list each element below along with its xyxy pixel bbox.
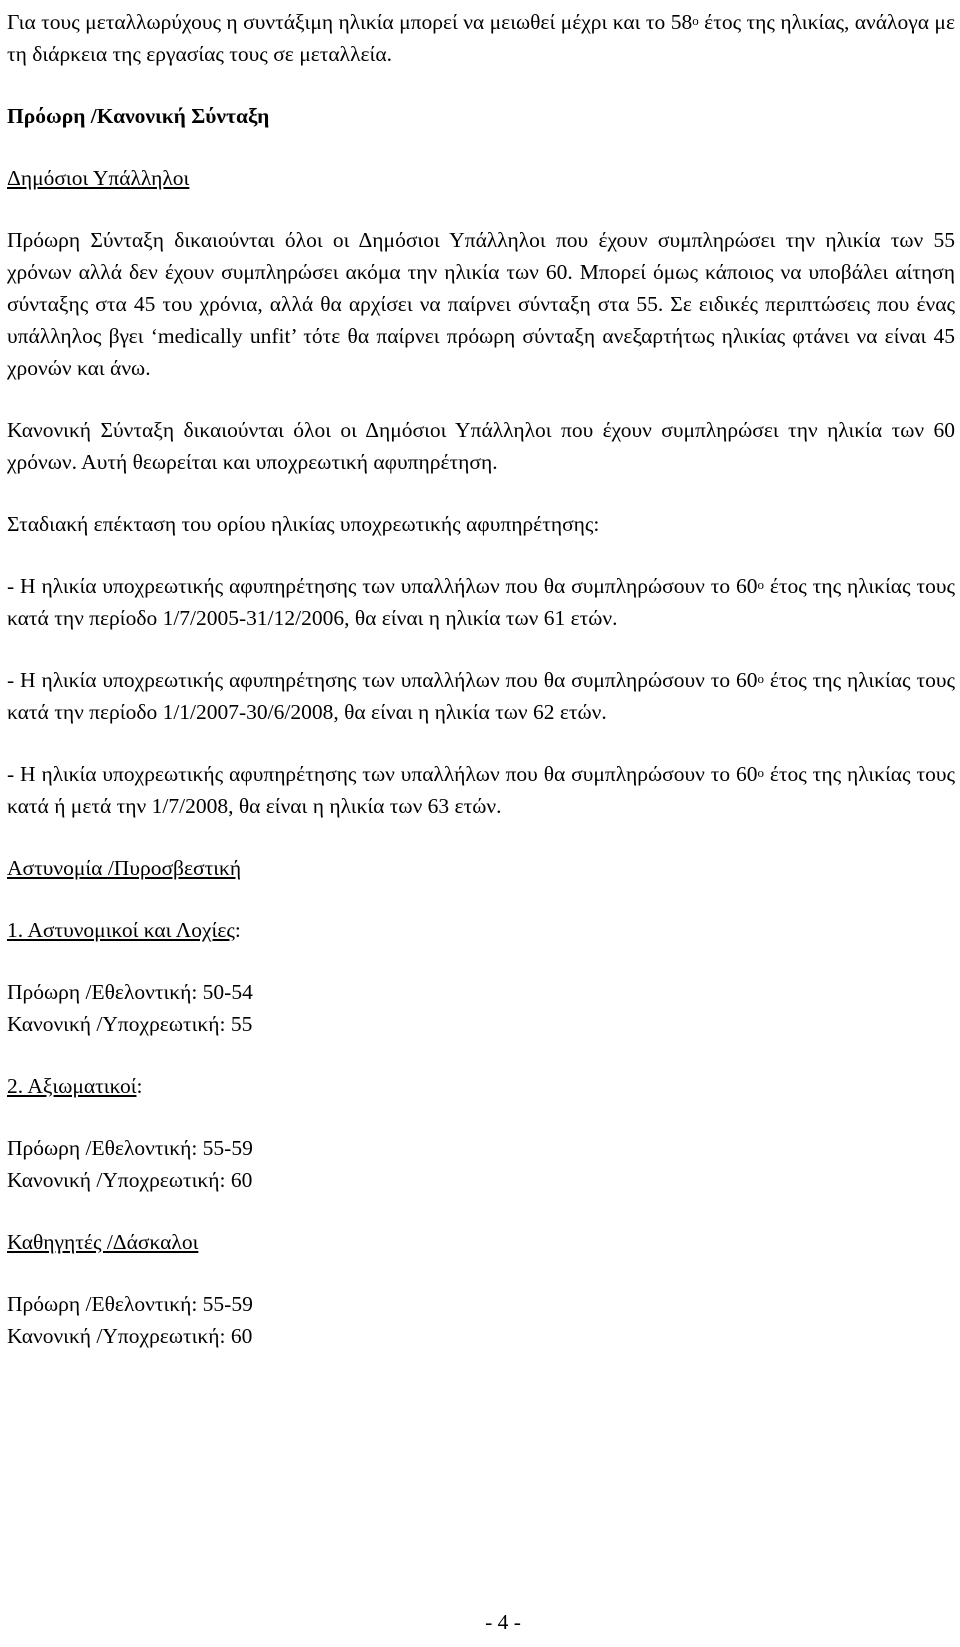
extension-item <box>7 758 955 822</box>
document-page <box>7 6 955 1352</box>
extension-item <box>7 570 955 634</box>
ordinal-superscript: ο <box>692 13 699 28</box>
teachers-heading: Καθηγητές /Δάσκαλοι <box>7 1230 199 1254</box>
extension-item-text: - Η ηλικία υποχρεωτικής αφυπηρέτησης των υπαλλήλων που θα συμπληρώσουν το 60 <box>7 762 758 786</box>
intro-text-2: έτος της ηλικίας, ανάλογα με τη διάρκεια της εργασίας τους σε μεταλλεία. <box>7 10 955 66</box>
page-number: - 4 - <box>485 1610 521 1634</box>
police-group-1-normal: Κανονική /Υποχρεωτική: 55 <box>7 1012 253 1036</box>
early-pension-paragraph: Πρόωρη Σύνταξη δικαιούνται όλοι οι Δημόσιοι Υπάλληλοι που έχουν συμπληρώσει την ηλικία των 55 χρόνων αλλά δεν έχουν συμπληρώσει ακόμα την ηλικία των 60. Μπορεί όμως κάποιος να υποβάλει αίτηση σύνταξης στα 45 του χρόνια, αλλά θα αρχίσει να παίρνει σύνταξη στα 55. Σε ειδικές περιπτώσεις που ένας υπάλληλος βγει ‘medically unfit’ τότε θα παίρνει πρόωρη σύνταξη ανεξαρτήτως ηλικίας φτάνει να είναι 45 χρονών και άνω. <box>7 228 955 380</box>
intro-text-1: Για τους μεταλλωρύχους η συντάξιμη ηλικία μπορεί να μειωθεί μέχρι και το 58 <box>7 10 693 34</box>
police-group-2-label <box>7 1070 955 1102</box>
label-colon: : <box>234 918 241 942</box>
extension-item-text: έτος της ηλικίας τους κατά την περίοδο 1/1/2007-30/6/2008, θα είναι η ηλικία των 62 ετών. <box>7 668 955 724</box>
police-group-1-title: 1. Αστυνομικοί και Λοχίες <box>7 918 235 942</box>
police-group-2-early: Πρόωρη /Εθελοντική: 55-59 <box>7 1136 253 1160</box>
intro-paragraph <box>7 6 955 70</box>
extension-item-text: έτος της ηλικίας τους κατά την περίοδο 1/7/2005-31/12/2006, θα είναι η ηλικία των 61 ετών. <box>7 574 955 630</box>
normal-pension-paragraph: Κανονική Σύνταξη δικαιούνται όλοι οι Δημόσιοι Υπάλληλοι που έχουν συμπληρώσει την ηλικία των 60 χρόνων. Αυτή θεωρείται και υποχρεωτική αφυπηρέτηση. <box>7 418 955 474</box>
ordinal-superscript: ο <box>757 671 764 686</box>
police-group-1-label <box>7 914 955 946</box>
label-colon: : <box>136 1074 143 1098</box>
ordinal-superscript: ο <box>757 577 764 592</box>
extension-item <box>7 664 955 728</box>
extension-item-text: έτος της ηλικίας τους κατά ή μετά την 1/7/2008, θα είναι η ηλικία των 63 ετών. <box>7 762 955 818</box>
page-footer <box>0 1606 960 1638</box>
extension-heading: Σταδιακή επέκταση του ορίου ηλικίας υποχρεωτικής αφυπηρέτησης: <box>7 512 600 536</box>
police-group-2-title: 2. Αξιωματικοί <box>7 1074 137 1098</box>
public-servants-heading: Δημόσιοι Υπάλληλοι <box>7 166 190 190</box>
police-heading: Αστυνομία /Πυροσβεστική <box>7 856 242 880</box>
extension-item-text: - Η ηλικία υποχρεωτικής αφυπηρέτησης των υπαλλήλων που θα συμπληρώσουν το 60 <box>7 668 758 692</box>
teachers-early: Πρόωρη /Εθελοντική: 55-59 <box>7 1292 253 1316</box>
police-group-2-normal: Κανονική /Υποχρεωτική: 60 <box>7 1168 253 1192</box>
teachers-normal: Κανονική /Υποχρεωτική: 60 <box>7 1324 253 1348</box>
police-group-1-early: Πρόωρη /Εθελοντική: 50-54 <box>7 980 253 1004</box>
ordinal-superscript: ο <box>757 765 764 780</box>
extension-item-text: - Η ηλικία υποχρεωτικής αφυπηρέτησης των υπαλλήλων που θα συμπληρώσουν το 60 <box>7 574 758 598</box>
section-title: Πρόωρη /Κανονική Σύνταξη <box>7 104 270 128</box>
